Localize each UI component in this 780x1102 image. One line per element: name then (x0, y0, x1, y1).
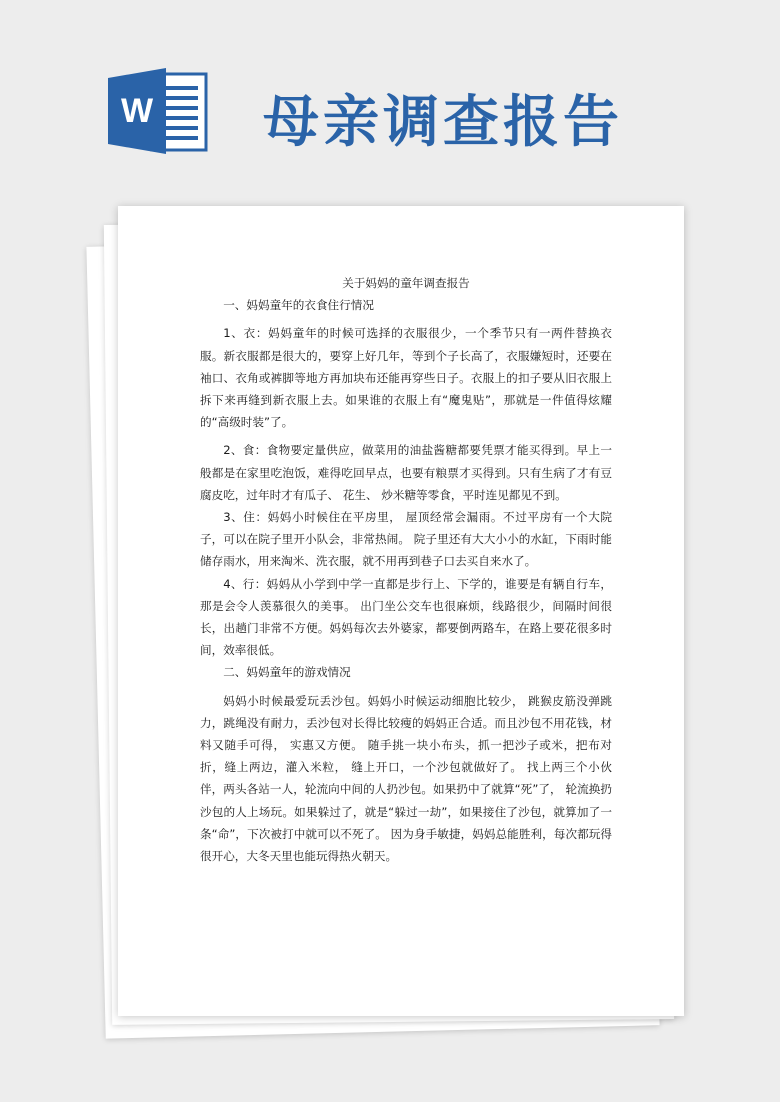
document-title: 关于妈妈的童年调查报告 (342, 276, 470, 290)
paragraph-clothing: 1、衣：妈妈童年的时候可选择的衣服很少，一个季节只有一两件替换衣服。新衣服都是很大的，要穿上好几年，等到个子长高了，衣服嫌短时，还要在袖口、衣角或裤脚等地方再加块布还能再穿些日子。衣服上的扣子要从旧衣服上拆下来再缝到新衣服上去。如果谁的衣服上有“魔鬼贴”，那就是一件值得炫耀的“高级时装”了。 (200, 326, 612, 430)
section-heading-living: 一、妈妈童年的衣食住行情况 (223, 298, 374, 313)
paragraph-food: 2、食：食物要定量供应，做菜用的油盐酱糖都要凭票才能买得到。早上一般都是在家里吃泡饭，难得吃回早点，也要有粮票才买得到。只有生病了才有豆腐皮吃，过年时才有瓜子、 花生、 炒米糖等零食，平时连见都见不到。 (200, 443, 612, 502)
document-body (200, 272, 612, 867)
paragraph-housing: 3、住：妈妈小时候住在平房里， 屋顶经常会漏雨。不过平房有一个大院子，可以在院子里开小队会，非常热闹。 院子里还有大大小小的水缸，下雨时能储存雨水，用来淘米、洗衣服，就不用再到巷子口去买自来水了。 (200, 510, 612, 569)
document-page (118, 206, 684, 1016)
paragraph-travel: 4、行：妈妈从小学到中学一直都是步行上、下学的，谁要是有辆自行车，那是会令人羡慕很久的美事。 出门坐公交车也很麻烦，线路很少，间隔时间很长，出趟门非常不方便。妈妈每次去外婆家，都要倒两路车，在路上要花很多时间，效率很低。 (200, 576, 612, 658)
header-banner (0, 0, 780, 190)
page-title: 母亲调查报告 (263, 89, 623, 155)
paragraph-games: 妈妈小时候最爱玩丢沙包。妈妈小时候运动细胞比较少， 跳猴皮筋没弹跳力，跳绳没有耐力，丢沙包对长得比较瘦的妈妈正合适。而且沙包不用花钱，材料又随手可得， 实惠又方便。 随手挑一块小布头，抓一把沙子或米，把布对折，缝上两边，灌入米粒， 缝上开口，一个沙包就做好了。 找上两三个小伙伴，两头各站一人，轮流向中间的人扔沙包。如果扔中了就算“死”了， 轮流换扔沙包的人上场玩。如果躲过了，就是“躲过一劫”，如果接住了沙包，就算加了一条“命”，下次被打中就可以不死了。 因为身手敏捷，妈妈总能胜利，每次都玩得很开心，大冬天里也能玩得热火朝天。 (200, 693, 612, 864)
word-icon-letter: W (120, 92, 154, 130)
section-heading-games: 二、妈妈童年的游戏情况 (223, 665, 351, 680)
word-icon (108, 68, 208, 154)
